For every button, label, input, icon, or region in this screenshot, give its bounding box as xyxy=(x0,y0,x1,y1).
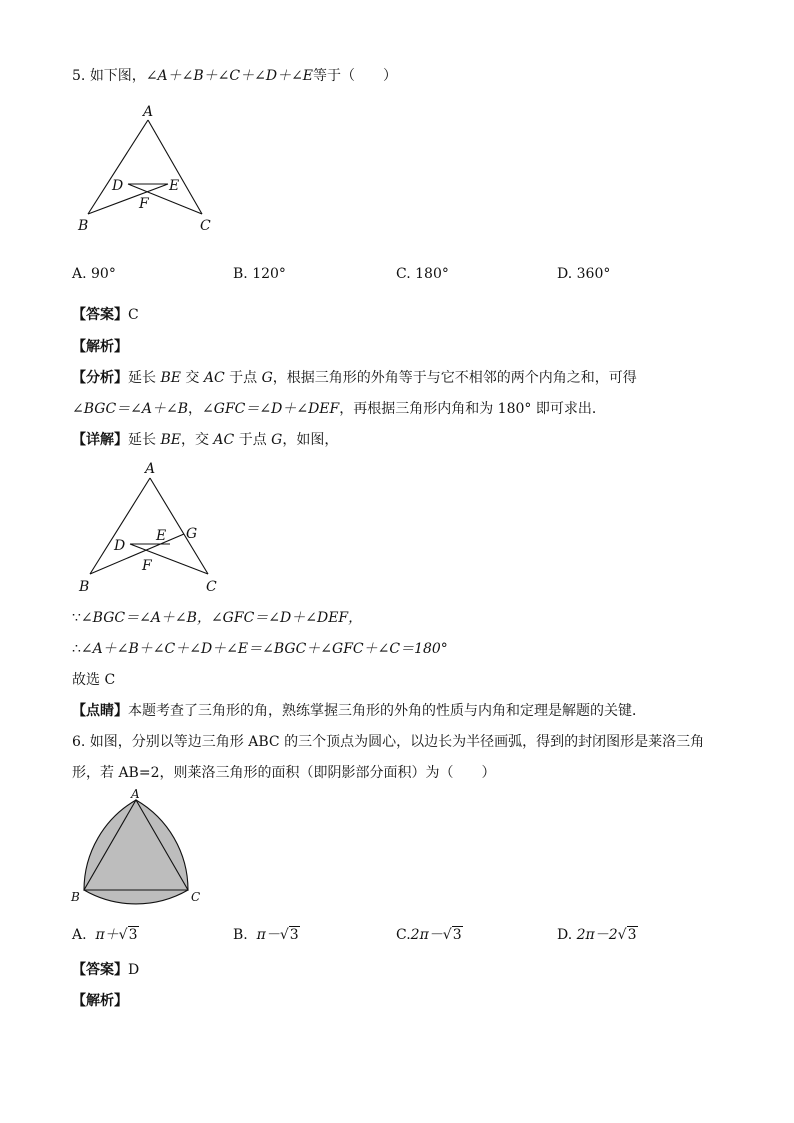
q5-label-C: C xyxy=(200,218,211,234)
q5-dianjing: 【点睛】本题考查了三角形的角，熟练掌握三角形的外角的性质与内角和定理是解题的关键． xyxy=(72,703,646,719)
q6-label-A: A xyxy=(131,787,140,801)
q5-stem-prefix: 如下图， xyxy=(89,68,146,84)
q5-label-B: B xyxy=(78,218,89,234)
q5-answer-tag: 【答案】 xyxy=(72,307,128,323)
q5-edge-BE xyxy=(88,184,168,214)
q5-choose: 故选 C xyxy=(72,672,116,688)
q5-answer-value: C xyxy=(128,307,139,323)
q5-ext-label-E: E xyxy=(156,528,167,544)
q6-answer: 【答案】D xyxy=(72,962,140,978)
q5-ext-label-F: F xyxy=(142,558,152,574)
q5-answer xyxy=(72,305,139,325)
q6-option-b: B. π－√3 xyxy=(233,927,299,943)
q5-option-a: A. 90° xyxy=(72,266,116,282)
q5-therefore: ∴∠A＋∠B＋∠C＋∠D＋∠E＝∠BGC＋∠GFC＋∠C＝180° xyxy=(72,641,448,657)
q5-label-F: F xyxy=(139,196,149,212)
q6-reuleaux-figure xyxy=(66,786,216,911)
q5-label-E: E xyxy=(169,178,180,194)
q5-edge-AC xyxy=(148,120,202,214)
q6-option-d: D. 2π－2√3 xyxy=(557,927,637,943)
q5-ext-label-D: D xyxy=(114,538,126,554)
q5-stem xyxy=(72,66,397,86)
q5-ext-label-B: B xyxy=(79,579,90,595)
q5-fenxi-line1: 【分析】延长 BE 交 AC 于点 G，根据三角形的外角等于与它不相邻的两个内角之和，可得 xyxy=(72,370,637,386)
q6-analysis-tag: 【解析】 xyxy=(72,993,128,1009)
q5-stem-expr: ∠A＋∠B＋∠C＋∠D＋∠E xyxy=(145,68,314,84)
q5-label-A: A xyxy=(143,104,154,120)
q5-option-d: D. 360° xyxy=(557,266,611,282)
q6-reuleaux-shape xyxy=(84,800,188,904)
q5-ext-label-A: A xyxy=(145,461,156,477)
q5-because: ∵∠BGC＝∠A＋∠B，∠GFC＝∠D＋∠DEF， xyxy=(72,610,363,626)
q6-stem-line1: 6. 如图，分别以等边三角形 ABC 的三个顶点为圆心，以边长为半径画弧，得到的封闭图形是莱洛三角 xyxy=(72,734,705,750)
q5-figure xyxy=(72,100,232,240)
q5-ext-edge-AB xyxy=(90,478,150,574)
q6-option-a: A. π＋√3 xyxy=(72,927,138,943)
q5-xiangjie-line: 【详解】延长 BE，交 AC 于点 G，如图， xyxy=(72,432,339,448)
q5-ext-label-G: G xyxy=(186,526,198,542)
q5-ext-edge-AC xyxy=(150,478,208,574)
q5-option-c: C. 180° xyxy=(396,266,449,282)
q6-option-c: C.2π－√3 xyxy=(396,927,462,943)
q6-label-B: B xyxy=(71,890,80,904)
q5-analysis-tag: 【解析】 xyxy=(72,339,128,355)
q5-ext-label-C: C xyxy=(206,579,217,595)
q5-ext-edge-BG xyxy=(90,534,184,574)
q5-fenxi-line2: ∠BGC＝∠A＋∠B，∠GFC＝∠D＋∠DEF，再根据三角形内角和为 180° 即可求出． xyxy=(72,401,606,417)
q5-number: 5. xyxy=(72,68,86,84)
q5-option-b: B. 120° xyxy=(233,266,286,282)
q6-stem-line2: 形，若 AB=2，则莱洛三角形的面积（即阴影部分面积）为（ ） xyxy=(72,765,496,781)
q5-figure-extended xyxy=(72,458,242,598)
q5-label-D: D xyxy=(112,178,124,194)
q5-stem-suffix: 等于（ ） xyxy=(313,68,398,84)
q6-label-C: C xyxy=(191,890,201,904)
